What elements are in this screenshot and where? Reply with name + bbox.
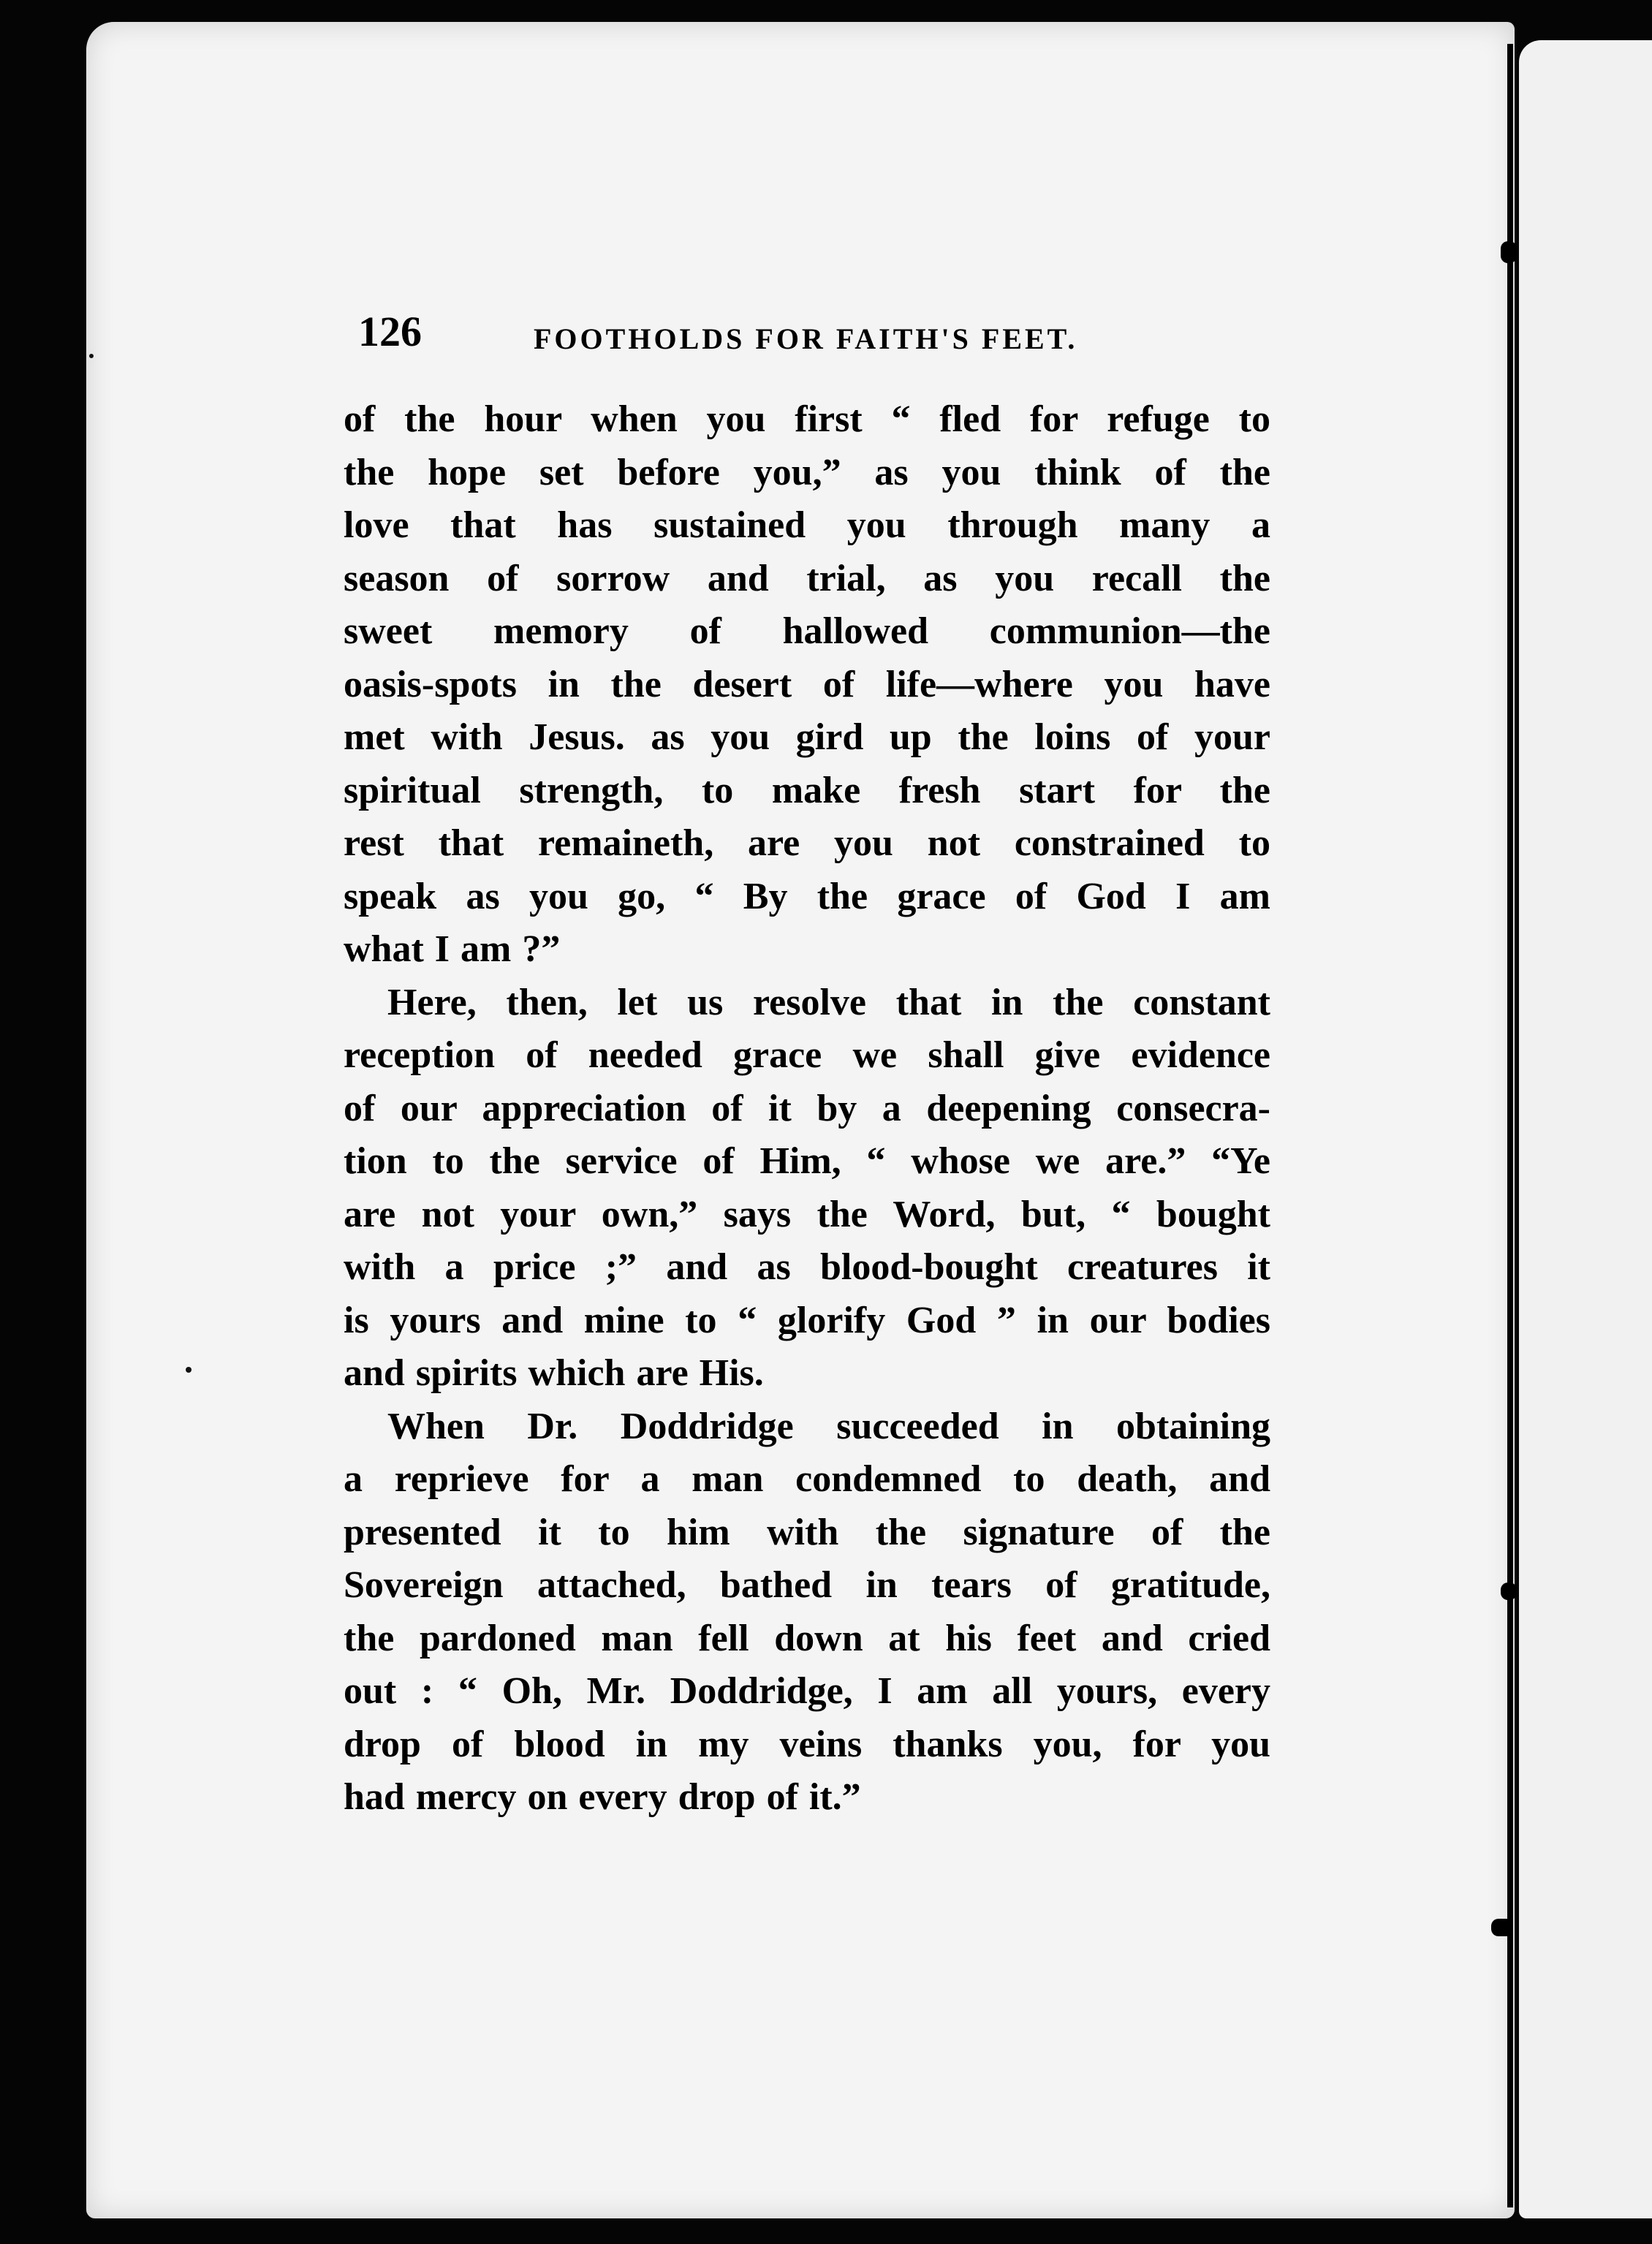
text-line: Sovereign attached, bathed in tears of gratitude, [344, 1564, 1270, 1606]
paragraph [344, 1400, 1270, 1824]
page-number: 126 [358, 308, 422, 355]
running-title: FOOTHOLDS FOR FAITH'S FEET. [534, 322, 1078, 355]
facing-page-edge [1519, 40, 1652, 2218]
text-line: is yours and mine to “ glorify God ” in our bodies [344, 1299, 1270, 1341]
text-line: and spirits which are His. [344, 1352, 764, 1394]
page-header [358, 307, 1287, 358]
binding-mark [1501, 241, 1517, 263]
text-line: reception of needed grace we shall give evidence [344, 1034, 1270, 1076]
paragraph [344, 393, 1270, 977]
ink-speck [89, 354, 94, 358]
text-line: spiritual strength, to make fresh start for the [344, 769, 1270, 811]
text-line: of our appreciation of it by a deepening consecra- [344, 1087, 1270, 1129]
text-line: tion to the service of Him, “ whose we are.” “Ye [344, 1140, 1270, 1182]
text-line: presented it to him with the signature of the [344, 1511, 1270, 1553]
text-line: speak as you go, “ By the grace of God I am [344, 875, 1270, 917]
binding-mark [1501, 1582, 1517, 1600]
text-line: what I am ?” [344, 928, 561, 970]
text-line: out : “ Oh, Mr. Doddridge, I am all yours, every [344, 1670, 1270, 1712]
text-line: rest that remaineth, are you not constrained to [344, 822, 1270, 864]
text-line: When Dr. Doddridge succeeded in obtaining [387, 1405, 1270, 1447]
text-line: oasis-spots in the desert of life—where you have [344, 663, 1270, 705]
text-line: season of sorrow and trial, as you recall the [344, 557, 1270, 599]
text-line: met with Jesus. as you gird up the loins of your [344, 716, 1270, 758]
text-line: of the hour when you first “ fled for refuge to [344, 398, 1270, 440]
paragraph [344, 977, 1270, 1400]
text-line: sweet memory of hallowed communion—the [344, 610, 1270, 652]
text-line: are not your own,” says the Word, but, “ bought [344, 1193, 1270, 1235]
text-line: love that has sustained you through many a [344, 504, 1270, 546]
text-line: Here, then, let us resolve that in the constant [387, 981, 1270, 1023]
ink-speck [186, 1367, 192, 1373]
page-gutter-line [1507, 44, 1513, 2207]
text-line: drop of blood in my veins thanks you, for you [344, 1723, 1270, 1765]
binding-mark [1491, 1919, 1513, 1936]
text-line: the pardoned man fell down at his feet and cried [344, 1617, 1270, 1659]
text-line: the hope set before you,” as you think of the [344, 451, 1270, 493]
text-line: a reprieve for a man condemned to death, and [344, 1458, 1270, 1500]
body-text [344, 393, 1270, 1824]
text-line: had mercy on every drop of it.” [344, 1776, 861, 1818]
text-line: with a price ;” and as blood-bought creatures it [344, 1246, 1270, 1288]
